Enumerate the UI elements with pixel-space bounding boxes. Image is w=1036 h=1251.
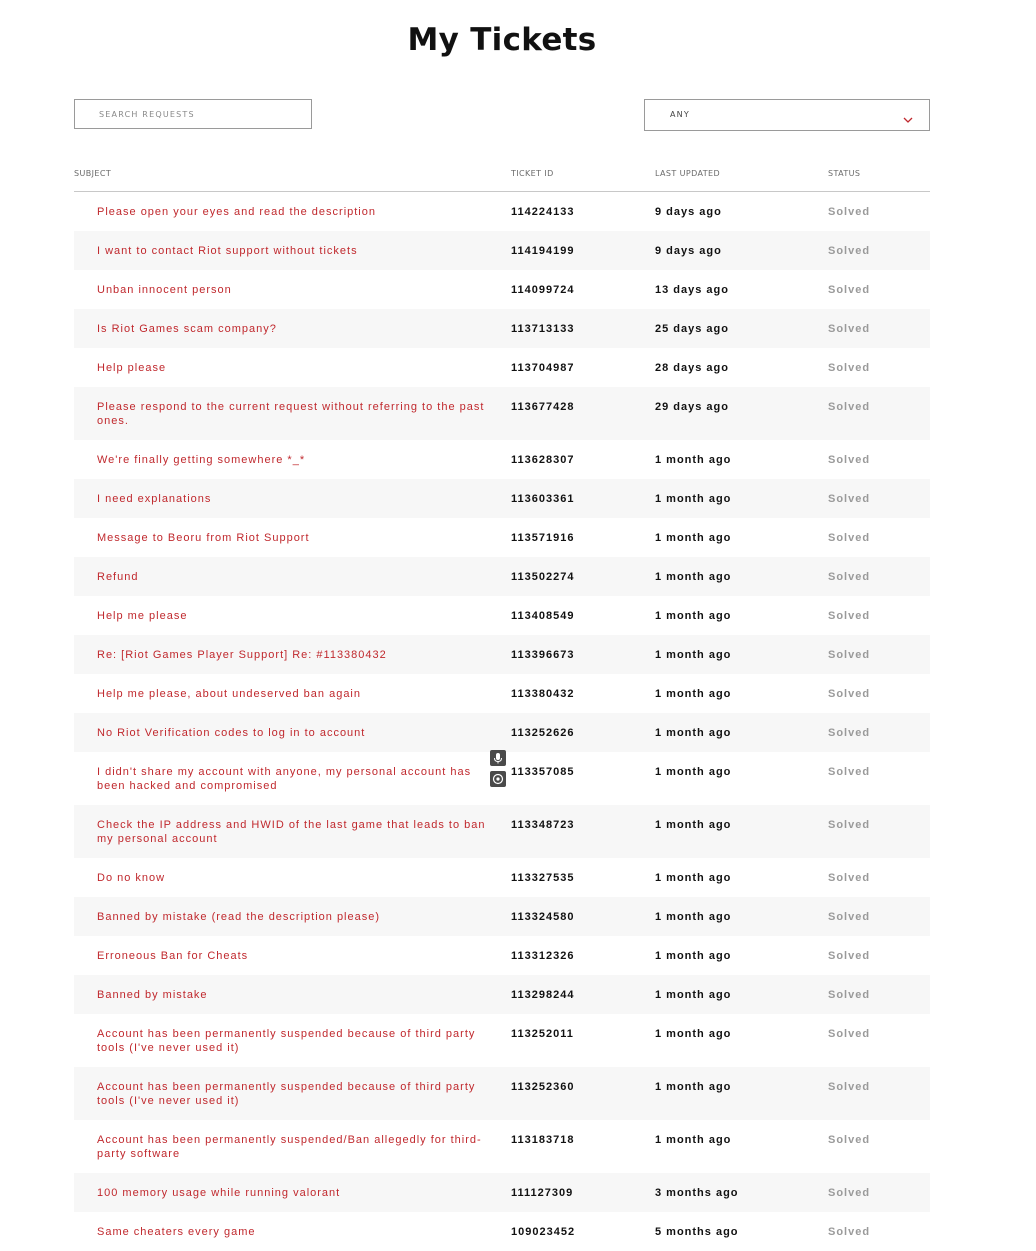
ticket-subject-cell: [74, 805, 511, 858]
ticket-subject-cell: [74, 936, 511, 975]
ticket-subject-link[interactable]: Refund: [97, 571, 139, 583]
ticket-id: 113252011: [511, 1028, 574, 1040]
ticket-subject-cell: [74, 348, 511, 387]
ticket-subject-link[interactable]: 100 memory usage while running valorant: [97, 1187, 341, 1199]
ticket-id: 113571916: [511, 532, 575, 544]
ticket-subject-cell: [74, 975, 511, 1014]
ticket-subject-link[interactable]: Banned by mistake: [97, 989, 208, 1001]
ticket-subject-link[interactable]: Same cheaters every game: [97, 1226, 256, 1238]
ticket-id: 113298244: [511, 989, 575, 1001]
ticket-subject-cell: [74, 309, 511, 348]
table-row[interactable]: [74, 557, 930, 596]
table-row[interactable]: [74, 897, 930, 936]
ticket-id: 111127309: [511, 1187, 574, 1199]
ticket-subject-link[interactable]: I need explanations: [97, 493, 212, 505]
ticket-id: 113348723: [511, 819, 575, 831]
ticket-subject-cell: [74, 897, 511, 936]
ticket-subject-cell: [74, 1212, 511, 1251]
ticket-last-updated: 1 month ago: [655, 911, 732, 923]
ticket-last-updated: 3 months ago: [655, 1187, 739, 1199]
ticket-subject-cell: [74, 479, 511, 518]
ticket-status: Solved: [828, 766, 871, 778]
ticket-subject-link[interactable]: Do no know: [97, 872, 166, 884]
ticket-subject-cell: [74, 192, 511, 232]
ticket-status: Solved: [828, 950, 871, 962]
ticket-subject-cell: [74, 557, 511, 596]
table-row[interactable]: [74, 975, 930, 1014]
ticket-status: Solved: [828, 727, 871, 739]
ticket-id: 113704987: [511, 362, 575, 374]
ticket-subject-link[interactable]: Help please: [97, 362, 167, 374]
ticket-status: Solved: [828, 819, 871, 831]
ticket-last-updated: 1 month ago: [655, 493, 732, 505]
ticket-last-updated: 1 month ago: [655, 610, 732, 622]
table-row[interactable]: [74, 231, 930, 270]
table-row[interactable]: [74, 518, 930, 557]
ticket-status: Solved: [828, 532, 871, 544]
ticket-subject-cell: [74, 752, 511, 805]
table-row[interactable]: [74, 805, 930, 858]
ticket-subject-link[interactable]: Help me please: [97, 610, 188, 622]
ticket-last-updated: 9 days ago: [655, 245, 722, 257]
ticket-status: Solved: [828, 362, 871, 374]
table-row[interactable]: [74, 1173, 930, 1212]
ticket-id: 113324580: [511, 911, 575, 923]
table-row[interactable]: [74, 440, 930, 479]
ticket-status: Solved: [828, 493, 871, 505]
side-toolbar: [490, 750, 506, 792]
ticket-subject-link[interactable]: Is Riot Games scam company?: [97, 323, 277, 335]
ticket-status: Solved: [828, 245, 871, 257]
table-row[interactable]: [74, 348, 930, 387]
table-row[interactable]: [74, 192, 930, 232]
ticket-subject-cell: [74, 270, 511, 309]
ticket-status: Solved: [828, 989, 871, 1001]
table-row[interactable]: [74, 596, 930, 635]
table-header-row: [74, 156, 930, 192]
search-input[interactable]: [75, 100, 311, 128]
table-row[interactable]: [74, 858, 930, 897]
ticket-id: 113502274: [511, 571, 575, 583]
ticket-subject-cell: [74, 440, 511, 479]
ticket-subject-cell: [74, 231, 511, 270]
ticket-last-updated: 28 days ago: [655, 362, 729, 374]
table-row[interactable]: [74, 713, 930, 752]
ticket-subject-link[interactable]: Message to Beoru from Riot Support: [97, 532, 310, 544]
ticket-id: 113408549: [511, 610, 575, 622]
table-row[interactable]: [74, 309, 930, 348]
ticket-status: Solved: [828, 911, 871, 923]
ticket-subject-link[interactable]: Banned by mistake (read the description please): [97, 911, 381, 923]
ticket-last-updated: 1 month ago: [655, 1134, 732, 1146]
ticket-subject-cell: [74, 635, 511, 674]
ticket-status: Solved: [828, 688, 871, 700]
ticket-last-updated: 1 month ago: [655, 649, 732, 661]
table-row[interactable]: [74, 479, 930, 518]
ticket-subject-cell: [74, 596, 511, 635]
table-row[interactable]: [74, 270, 930, 309]
ticket-status: Solved: [828, 1028, 871, 1040]
ticket-subject-cell: [74, 387, 511, 440]
ticket-status: Solved: [828, 1081, 871, 1093]
ticket-id: 109023452: [511, 1226, 576, 1238]
ticket-status: Solved: [828, 1187, 871, 1199]
ticket-last-updated: 1 month ago: [655, 532, 732, 544]
ticket-id: 113183718: [511, 1134, 575, 1146]
search-box[interactable]: [74, 99, 312, 129]
ticket-id: 113252626: [511, 727, 575, 739]
ticket-last-updated: 1 month ago: [655, 688, 732, 700]
ticket-id: 113628307: [511, 454, 575, 466]
ticket-id: 113603361: [511, 493, 575, 505]
status-filter-value: ANY: [670, 110, 690, 119]
ticket-last-updated: 1 month ago: [655, 819, 732, 831]
ticket-status: Solved: [828, 284, 871, 296]
ticket-last-updated: 1 month ago: [655, 872, 732, 884]
ticket-subject-link[interactable]: Check the IP address and HWID of the last game that leads to ban my personal account: [97, 819, 486, 845]
ticket-subject-cell: [74, 858, 511, 897]
ticket-last-updated: 1 month ago: [655, 727, 732, 739]
ticket-subject-link[interactable]: Unban innocent person: [97, 284, 232, 296]
table-row[interactable]: [74, 1120, 930, 1173]
microphone-icon[interactable]: [490, 750, 506, 766]
ticket-subject-link[interactable]: Please open your eyes and read the description: [97, 206, 376, 218]
ticket-subject-cell: [74, 1173, 511, 1212]
ticket-status: Solved: [828, 1226, 871, 1238]
column-header-subject[interactable]: SUBJECT: [74, 156, 511, 192]
ticket-id: 113396673: [511, 649, 575, 661]
table-row[interactable]: [74, 1212, 930, 1251]
ticket-last-updated: 1 month ago: [655, 950, 732, 962]
ticket-id: 113713133: [511, 323, 575, 335]
column-header-ticket-id[interactable]: TICKET ID: [511, 156, 655, 192]
ticket-status: Solved: [828, 649, 871, 661]
table-row[interactable]: [74, 1067, 930, 1120]
column-header-last-updated[interactable]: LAST UPDATED: [655, 156, 828, 192]
ticket-subject-link[interactable]: Please respond to the current request without referring to the past ones.: [97, 401, 485, 427]
ticket-id: 113380432: [511, 688, 575, 700]
ticket-subject-cell: [74, 518, 511, 557]
ticket-status: Solved: [828, 571, 871, 583]
ticket-last-updated: 13 days ago: [655, 284, 729, 296]
status-filter-select[interactable]: [644, 99, 930, 131]
ticket-subject-link[interactable]: Account has been permanently suspended/Ban allegedly for third-party software: [97, 1134, 482, 1160]
ticket-id: 113327535: [511, 872, 575, 884]
table-row[interactable]: [74, 635, 930, 674]
ticket-subject-cell: [74, 1120, 511, 1173]
column-header-status[interactable]: STATUS: [828, 156, 930, 192]
ticket-status: Solved: [828, 323, 871, 335]
ticket-subject-link[interactable]: Account has been permanently suspended because of third party tools (I've never used it): [97, 1028, 476, 1054]
tickets-table: [74, 156, 930, 1251]
table-row[interactable]: [74, 674, 930, 713]
ticket-subject-link[interactable]: Help me please, about undeserved ban again: [97, 688, 361, 700]
ticket-subject-link[interactable]: Account has been permanently suspended because of third party tools (I've never used it): [97, 1081, 476, 1107]
ticket-subject-cell: [74, 713, 511, 752]
ticket-id: 114099724: [511, 284, 575, 296]
table-row[interactable]: [74, 936, 930, 975]
ticket-id: 113357085: [511, 766, 575, 778]
ticket-status: Solved: [828, 401, 871, 413]
ticket-last-updated: 29 days ago: [655, 401, 729, 413]
ticket-last-updated: 25 days ago: [655, 323, 729, 335]
ticket-subject-link[interactable]: I want to contact Riot support without tickets: [97, 245, 358, 257]
ticket-last-updated: 1 month ago: [655, 454, 732, 466]
ticket-status: Solved: [828, 206, 871, 218]
ticket-subject-link[interactable]: Re: [Riot Games Player Support] Re: #113380432: [97, 649, 387, 661]
target-icon[interactable]: [490, 771, 506, 787]
ticket-last-updated: 1 month ago: [655, 571, 732, 583]
ticket-last-updated: 1 month ago: [655, 1081, 732, 1093]
ticket-last-updated: 1 month ago: [655, 989, 732, 1001]
table-row[interactable]: [74, 387, 930, 440]
ticket-status: Solved: [828, 454, 871, 466]
ticket-status: Solved: [828, 1134, 871, 1146]
table-row[interactable]: [74, 1014, 930, 1067]
ticket-last-updated: 1 month ago: [655, 1028, 732, 1040]
ticket-id: 113677428: [511, 401, 575, 413]
ticket-status: Solved: [828, 872, 871, 884]
ticket-last-updated: 9 days ago: [655, 206, 722, 218]
ticket-subject-cell: [74, 1067, 511, 1120]
ticket-status: Solved: [828, 610, 871, 622]
ticket-last-updated: 1 month ago: [655, 766, 732, 778]
page-title: My Tickets: [407, 22, 597, 58]
ticket-id: 114224133: [511, 206, 575, 218]
ticket-subject-cell: [74, 674, 511, 713]
ticket-id: 114194199: [511, 245, 575, 257]
ticket-subject-link[interactable]: Erroneous Ban for Cheats: [97, 950, 249, 962]
ticket-subject-link[interactable]: No Riot Verification codes to log in to account: [97, 727, 366, 739]
ticket-subject-link[interactable]: We're finally getting somewhere *_*: [97, 454, 306, 466]
ticket-last-updated: 5 months ago: [655, 1226, 739, 1238]
ticket-subject-cell: [74, 1014, 511, 1067]
ticket-id: 113312326: [511, 950, 575, 962]
ticket-subject-link[interactable]: I didn't share my account with anyone, my personal account has been hacked and compromised: [97, 766, 472, 792]
ticket-id: 113252360: [511, 1081, 575, 1093]
chevron-down-icon: [903, 111, 913, 119]
